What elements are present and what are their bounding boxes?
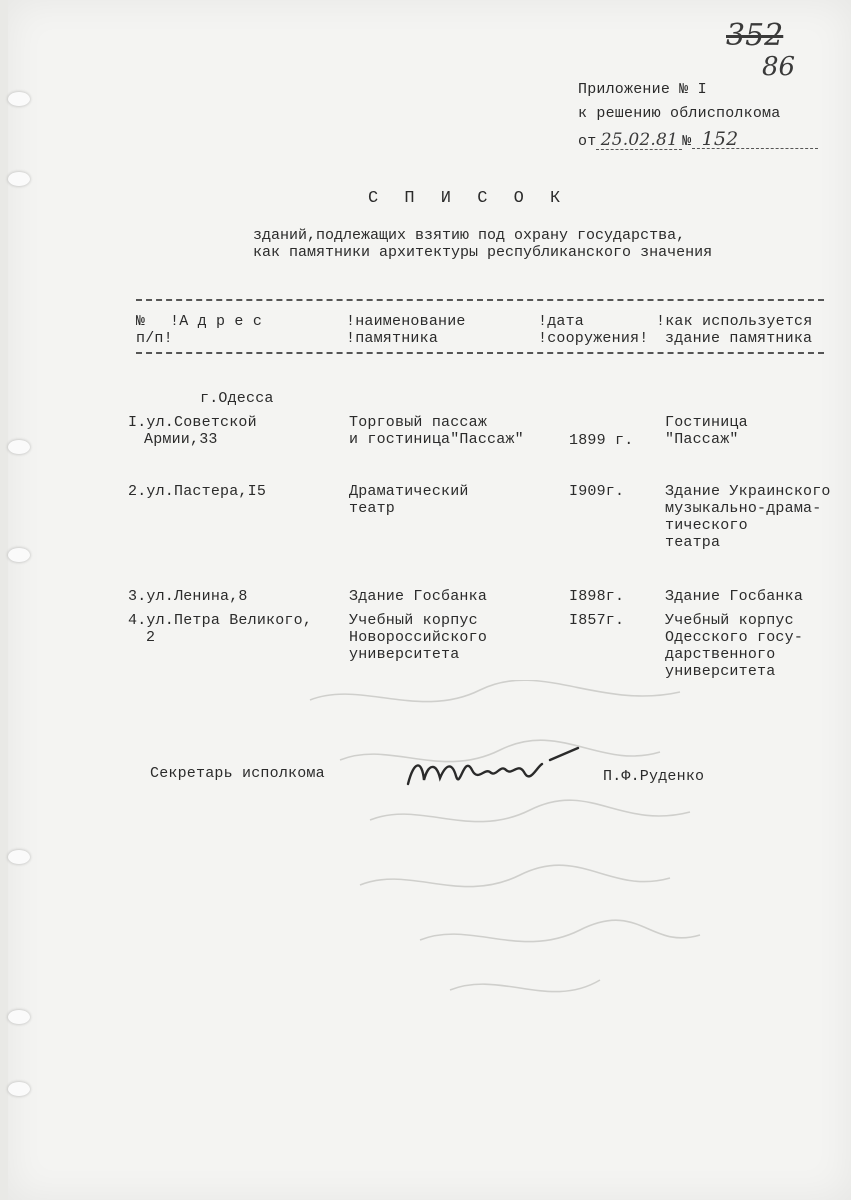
header-address: !А д р е с <box>170 313 263 330</box>
row-name-line: Новороссийского <box>349 629 488 646</box>
row-address-line: 2 <box>146 629 156 646</box>
row-name <box>349 483 469 517</box>
row-use-line: Одесского госу- <box>665 629 804 646</box>
row-address: I.ул.Советской <box>128 414 257 431</box>
header-name-2: !памятника <box>346 330 439 347</box>
row-address-line: 4.ул.Петра Великого, <box>128 612 313 629</box>
appendix-no-sign: № <box>682 133 692 150</box>
appendix-number: 152 <box>692 131 818 149</box>
document-title: С П И С О К <box>368 189 569 208</box>
row-date: I857г. <box>569 612 625 629</box>
appendix-line-2: к решению облисполкома <box>578 105 781 122</box>
header-use: !как используется <box>656 313 813 330</box>
row-use-line: Здание Украинского <box>665 483 831 500</box>
archive-number: 86 <box>762 52 796 82</box>
row-name-line: Учебный корпус <box>349 612 478 629</box>
punch-hole <box>8 1010 30 1024</box>
archive-number-struck: 352 <box>726 18 784 53</box>
row-use-line: Гостиница <box>665 414 748 431</box>
punch-hole <box>8 440 30 454</box>
header-num: № <box>136 313 146 330</box>
row-name-line: Драматический <box>349 483 469 500</box>
punch-hole <box>8 172 30 186</box>
row-name-line: университета <box>349 646 460 663</box>
row-name: Здание Госбанка <box>349 588 488 605</box>
row-address: 3.ул.Ленина,8 <box>128 588 248 605</box>
table-row <box>128 414 257 448</box>
row-use: Здание Госбанка <box>665 588 804 605</box>
row-use-line: Учебный корпус <box>665 612 794 629</box>
row-name-line: и гостиница"Пассаж" <box>349 431 524 448</box>
secretary-signature <box>400 740 590 800</box>
row-use-line: университета <box>665 663 776 680</box>
header-use-2: здание памятника <box>665 330 813 347</box>
appendix-line-3 <box>578 128 818 150</box>
punch-hole <box>8 92 30 106</box>
subtitle-line-2: как памятники архитектуры республиканского значения <box>253 244 713 261</box>
row-address: 2.ул.Пастера,I5 <box>128 483 267 500</box>
row-use <box>665 414 748 448</box>
header-num-2: п/п! <box>136 330 173 347</box>
appendix-prefix: от <box>578 133 597 150</box>
row-name-line: театр <box>349 500 396 517</box>
row-use-line: музыкально-драма- <box>665 500 822 517</box>
secretary-name: П.Ф.Руденко <box>603 768 705 785</box>
header-rule-top <box>136 299 824 301</box>
row-address: Армии,33 <box>144 431 218 448</box>
row-address <box>128 612 312 646</box>
subtitle-line-1: зданий,подлежащих взятию под охрану государства, <box>253 227 686 244</box>
punch-hole <box>8 1082 30 1096</box>
appendix-line-1: Приложение № I <box>578 81 707 98</box>
row-name-line: Торговый пассаж <box>349 414 488 431</box>
bleed-through-marks <box>300 680 720 1040</box>
row-use-line: театра <box>665 534 721 551</box>
row-date: I898г. <box>569 588 625 605</box>
row-use-line: "Пассаж" <box>665 431 739 448</box>
row-name <box>349 414 524 448</box>
city-label: г.Одесса <box>200 390 274 407</box>
header-date: !дата <box>538 313 585 330</box>
row-use <box>665 612 803 680</box>
row-use <box>665 483 831 551</box>
secretary-label: Секретарь исполкома <box>150 765 325 782</box>
row-name <box>349 612 487 663</box>
header-name: !наименование <box>346 313 466 330</box>
row-use-line: дарственного <box>665 646 776 663</box>
row-date: 1899 г. <box>569 432 634 449</box>
header-rule-bottom <box>136 352 824 354</box>
header-date-2: !сооружения! <box>538 330 649 347</box>
row-date: I909г. <box>569 483 625 500</box>
punch-hole <box>8 548 30 562</box>
punch-hole <box>8 850 30 864</box>
row-use-line: тического <box>665 517 748 534</box>
appendix-date: 25.02.81 <box>596 132 682 150</box>
